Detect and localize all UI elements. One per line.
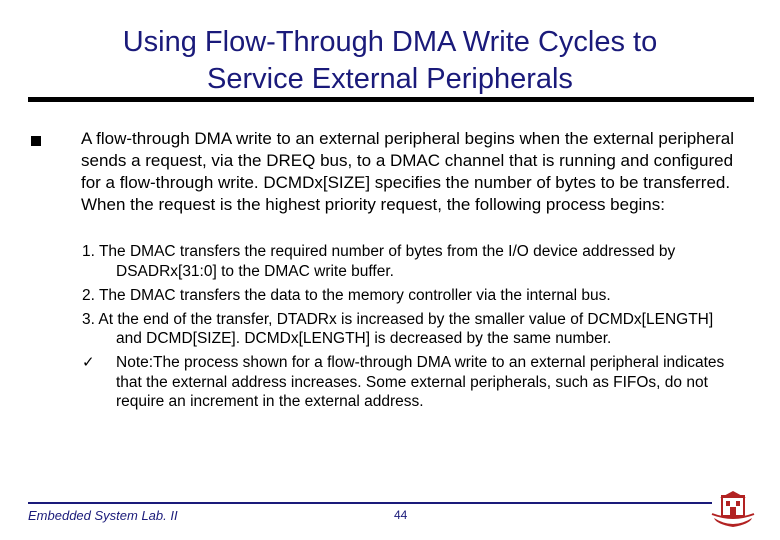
university-logo-icon xyxy=(710,490,756,530)
step-3: 3. At the end of the transfer, DTADRx is increased by the smaller value of DCMDx[LENGTH] and DCMD[SIZE]. DCMDx[LENGTH] is decreased by the same number. xyxy=(82,310,714,347)
step-1: 1. The DMAC transfers the required number of bytes from the I/O device addressed by DSADRx[31:0] to the DMAC write buffer. xyxy=(82,243,676,280)
footer-course-name: Embedded System Lab. II xyxy=(28,508,178,523)
step-2: 2. The DMAC transfers the data to the memory controller via the internal bus. xyxy=(82,286,611,304)
page-number: 44 xyxy=(394,508,408,522)
process-steps xyxy=(82,242,732,412)
checkmark-icon: ✓ xyxy=(82,354,95,371)
square-bullet-icon xyxy=(31,136,41,146)
intro-paragraph: A flow-through DMA write to an external peripheral begins when the external peripheral sends a request, via the DREQ bus, to a DMAC channel that is running and configured for a flow-through write. DCMDx[SIZE] specifies the number of bytes to be transferred. When the request is the highest priority request, the following process begins: xyxy=(81,129,734,214)
note-item xyxy=(82,353,732,412)
footer-divider xyxy=(28,502,712,504)
title-divider xyxy=(28,97,754,102)
note-text: Note:The process shown for a flow-through DMA write to an external peripheral indicates that the external address increases. Some external peripherals, such as FIFOs, do not require an increment in the external address. xyxy=(116,354,725,410)
slide-title xyxy=(40,24,740,98)
title-line-2: Service External Peripherals xyxy=(207,63,573,95)
title-line-1: Using Flow-Through DMA Write Cycles to xyxy=(122,26,658,58)
